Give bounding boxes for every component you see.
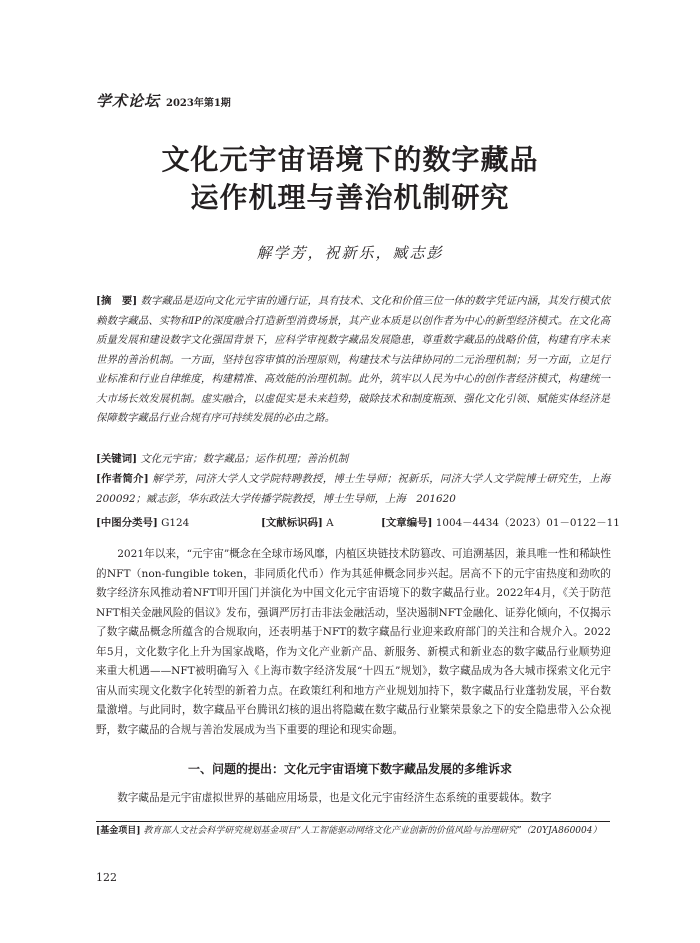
intro-paragraph: 2021年以来，“元宇宙”概念在全球市场风靡，内植区块链技术防篡改、可追溯基因，兼具唯一性和稀缺性的NFT（non-fungible token，非同质化代币）作为其延伸概念同步兴起。居高不下的元宇宙热度和劲吹的数字经济东风推动着NFT叩开国门并演化为中国文化元宇宙语境下的数字藏品行业。2022年4月，《关于防范NFT相关金融风险的倡议》发布，强调严厉打击非法金融活动，坚决遏制NFT金融化、证券化倾向，不仅揭示了数字藏品概念所蕴含的合规取向，还表明基于NFT的数字藏品行业迎来政府部门的关注和合规介入。2022年5月，文化数字化上升为国家战略，作为文化产业新产品、新服务、新模式和新业态的数字藏品行业顺势迎来重大机遇——NFT被明确写入《上海市数字经济发展“十四五”规划》，数字藏品成为各大城市探索文化元宇宙从而实现文化数字化转型的新着力点。在政策红利和地方产业规划加持下，数字藏品行业蓬勃发展，平台数量激增。与此同时，数字藏品平台腾讯幻核的退出将隐藏在数字藏品行业繁荣景象之下的安全隐患带入公众视野，数字藏品的合规与善治发展成为当下重要的理论和现实命题。	[96, 548, 611, 736]
journal-name: 学术论坛	[96, 92, 161, 110]
fund-label: [基金项目]	[96, 826, 141, 836]
classification-line	[96, 514, 620, 534]
article-authors: 解学芳，祝新乐，臧志彭	[256, 244, 444, 262]
keywords	[96, 450, 610, 470]
abstract-text: 数字藏品是迈向文化元宇宙的通行证，具有技术、文化和价值三位一体的数字凭证内涵，其发行模式依赖数字藏品、实物和IP的深度融合打造新型消费场景，其产业本质是以创作者为中心的新型经济模式。在文化高质量发展和建设数字文化强国背景下，应科学审视数字藏品发展隐患，尊重数字藏品的战略价值，构建有序未来世界的善治机制。一方面，坚持包容审慎的治理原则，构建技术与法律协同的二元治理机制；另一方面，立足行业标准和行业自律维度，构建精准、高效能的治理机制。此外，筑牢以人民为中心的创作者经济模式，构建统一大市场长效发展机制。虚实融合，以虚促实是未来趋势，破除技术和制度瓶颈、强化文化引领、赋能实体经济是保障数字藏品行业合规有序可持续发展的必由之路。	[96, 295, 611, 424]
author-info-text: 解学芳，同济大学人文学院特聘教授，博士生导师；祝新乐，同济大学人文学院博士研究生，上海 200092；臧志彭，华东政法大学传播学院教授，博士生导师，上海 201620	[96, 473, 621, 505]
doc-code-group	[261, 514, 334, 529]
article-no-label: [文章编号]	[381, 517, 433, 529]
section-paragraph: 数字藏品是元宇宙虚拟世界的基础应用场景，也是文化元宇宙经济生态系统的重要载体。数字	[117, 792, 552, 804]
doc-code-label: [文献标识码]	[261, 517, 323, 529]
footnote-divider	[96, 821, 610, 822]
article-no-group	[381, 514, 620, 529]
abstract	[96, 292, 610, 429]
article-title-line1: 文化元宇宙语境下的数字藏品	[161, 143, 539, 176]
keywords-text: 文化元宇宙；数字藏品；运作机理；善治机制	[140, 453, 349, 465]
author-info-label: [作者简介]	[96, 473, 149, 485]
clc-value: G124	[161, 517, 190, 529]
abstract-label: [摘 要]	[96, 295, 138, 307]
fund-text: 教育部人文社会科学研究规划基金项目“人工智能驱动网络文化产业创新的价值风险与治理研究”（20YJA860004）	[143, 826, 602, 836]
doc-code-value: A	[326, 517, 334, 529]
issue-label: 2023年第1期	[166, 98, 231, 109]
article-no-value: 1004－4434（2023）01－0122－11	[435, 517, 620, 529]
clc-label: [中图分类号]	[96, 517, 158, 529]
fund-footnote	[96, 823, 610, 840]
author-info	[96, 470, 621, 509]
section-heading: 一、问题的提出：文化元宇宙语境下数字藏品发展的多维诉求	[187, 762, 512, 776]
page-number: 122	[96, 871, 117, 884]
keywords-label: [关键词]	[96, 453, 138, 465]
article-title-line2: 运作机理与善治机制研究	[190, 181, 510, 214]
journal-header	[96, 90, 231, 110]
clc-group	[96, 514, 189, 529]
